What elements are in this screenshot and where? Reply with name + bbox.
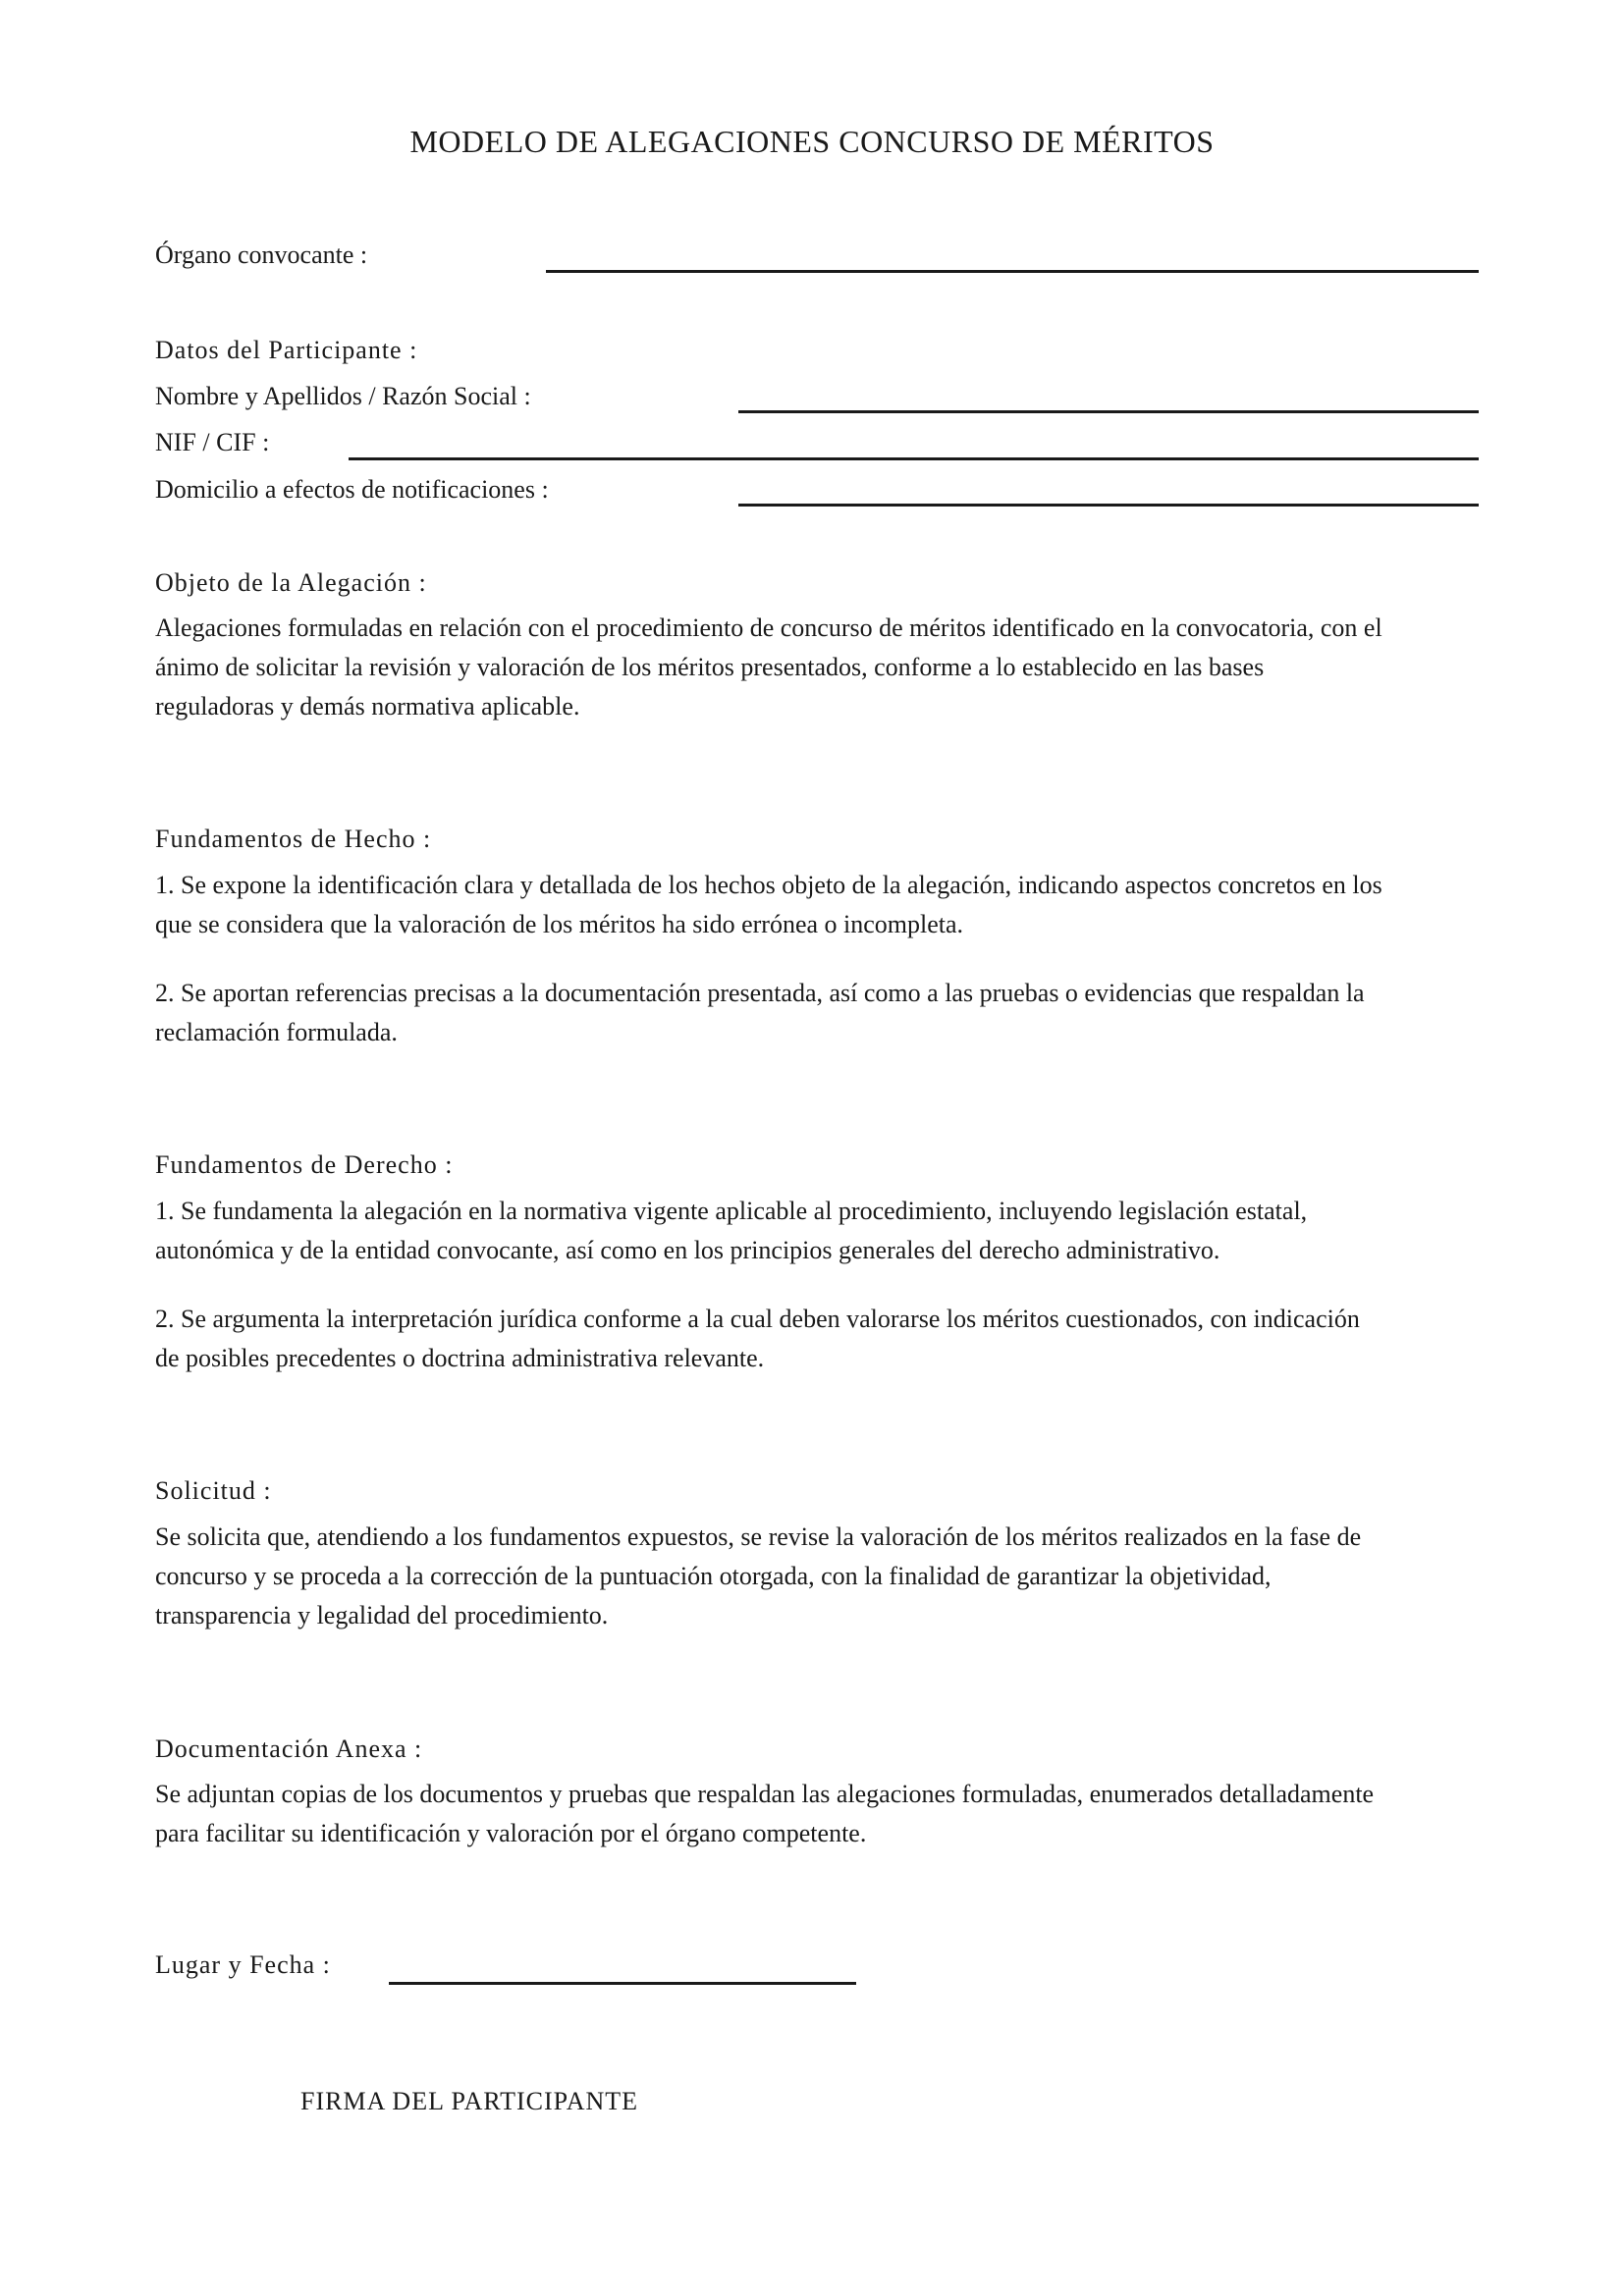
hecho-heading: Fundamentos de Hecho :	[155, 825, 432, 853]
derecho-item-2-line: 2. Se argumenta la interpretación jurídica conforme a la cual deben valorarse los méritos cuestionados, con indicación	[155, 1305, 1360, 1333]
solicitud-line: transparencia y legalidad del procedimiento.	[155, 1601, 609, 1629]
lugar-fecha-label: Lugar y Fecha :	[155, 1950, 331, 1979]
anexa-line: para facilitar su identificación y valoración por el órgano competente.	[155, 1819, 867, 1847]
derecho-item-2	[155, 1300, 1490, 1378]
solicitud-heading: Solicitud :	[155, 1476, 272, 1505]
anexa-line: Se adjuntan copias de los documentos y pruebas que respaldan las alegaciones formuladas, enumerados detalladamente	[155, 1780, 1375, 1808]
derecho-item-1-line: autonómica y de la entidad convocante, así como en los principios generales del derecho administrativo.	[155, 1236, 1220, 1264]
domicilio-label: Domicilio a efectos de notificaciones :	[155, 475, 549, 504]
objeto-paragraph	[155, 609, 1490, 726]
firma-participante-label: FIRMA DEL PARTICIPANTE	[300, 2087, 639, 2115]
hecho-item-1	[155, 866, 1490, 944]
anexa-paragraph	[155, 1775, 1490, 1853]
derecho-item-1	[155, 1192, 1490, 1270]
solicitud-line: concurso y se proceda a la corrección de la puntuación otorgada, con la finalidad de garantizar la objetividad,	[155, 1562, 1272, 1590]
objeto-line: Alegaciones formuladas en relación con el procedimiento de concurso de méritos identificado en la convocatoria, con el	[155, 614, 1382, 642]
hecho-item-2-line: 2. Se aportan referencias precisas a la documentación presentada, así como a las pruebas o evidencias que respaldan la	[155, 979, 1365, 1007]
derecho-item-1-line: 1. Se fundamenta la alegación en la normativa vigente aplicable al procedimiento, incluyendo legislación estatal,	[155, 1197, 1308, 1225]
organo-convocante-field[interactable]	[546, 270, 1479, 273]
domicilio-field[interactable]	[738, 504, 1479, 507]
participante-heading: Datos del Participante :	[155, 336, 418, 364]
hecho-item-2	[155, 974, 1490, 1052]
organo-convocante-label: Órgano convocante :	[155, 240, 368, 269]
derecho-heading: Fundamentos de Derecho :	[155, 1150, 454, 1179]
solicitud-line: Se solicita que, atendiendo a los fundamentos expuestos, se revise la valoración de los méritos realizados en la fase de	[155, 1522, 1362, 1551]
objeto-line: ánimo de solicitar la revisión y valoración de los méritos presentados, conforme a lo establecido en las bases	[155, 653, 1265, 681]
nombre-label: Nombre y Apellidos / Razón Social :	[155, 382, 531, 410]
nombre-field[interactable]	[738, 410, 1479, 413]
anexa-heading: Documentación Anexa :	[155, 1735, 423, 1763]
hecho-item-1-line: que se considera que la valoración de los méritos ha sido errónea o incompleta.	[155, 910, 964, 938]
derecho-item-2-line: de posibles precedentes o doctrina administrativa relevante.	[155, 1344, 765, 1372]
objeto-heading: Objeto de la Alegación :	[155, 568, 427, 597]
solicitud-paragraph	[155, 1518, 1490, 1635]
objeto-line: reguladoras y demás normativa aplicable.	[155, 692, 580, 721]
hecho-item-1-line: 1. Se expone la identificación clara y detallada de los hechos objeto de la alegación, indicando aspectos concretos en los	[155, 871, 1382, 899]
lugar-fecha-field[interactable]	[389, 1982, 856, 1985]
nif-field[interactable]	[349, 457, 1479, 460]
nif-label: NIF / CIF :	[155, 428, 270, 456]
document-title: MODELO DE ALEGACIONES CONCURSO DE MÉRITOS	[409, 124, 1215, 159]
hecho-item-2-line: reclamación formulada.	[155, 1018, 398, 1046]
